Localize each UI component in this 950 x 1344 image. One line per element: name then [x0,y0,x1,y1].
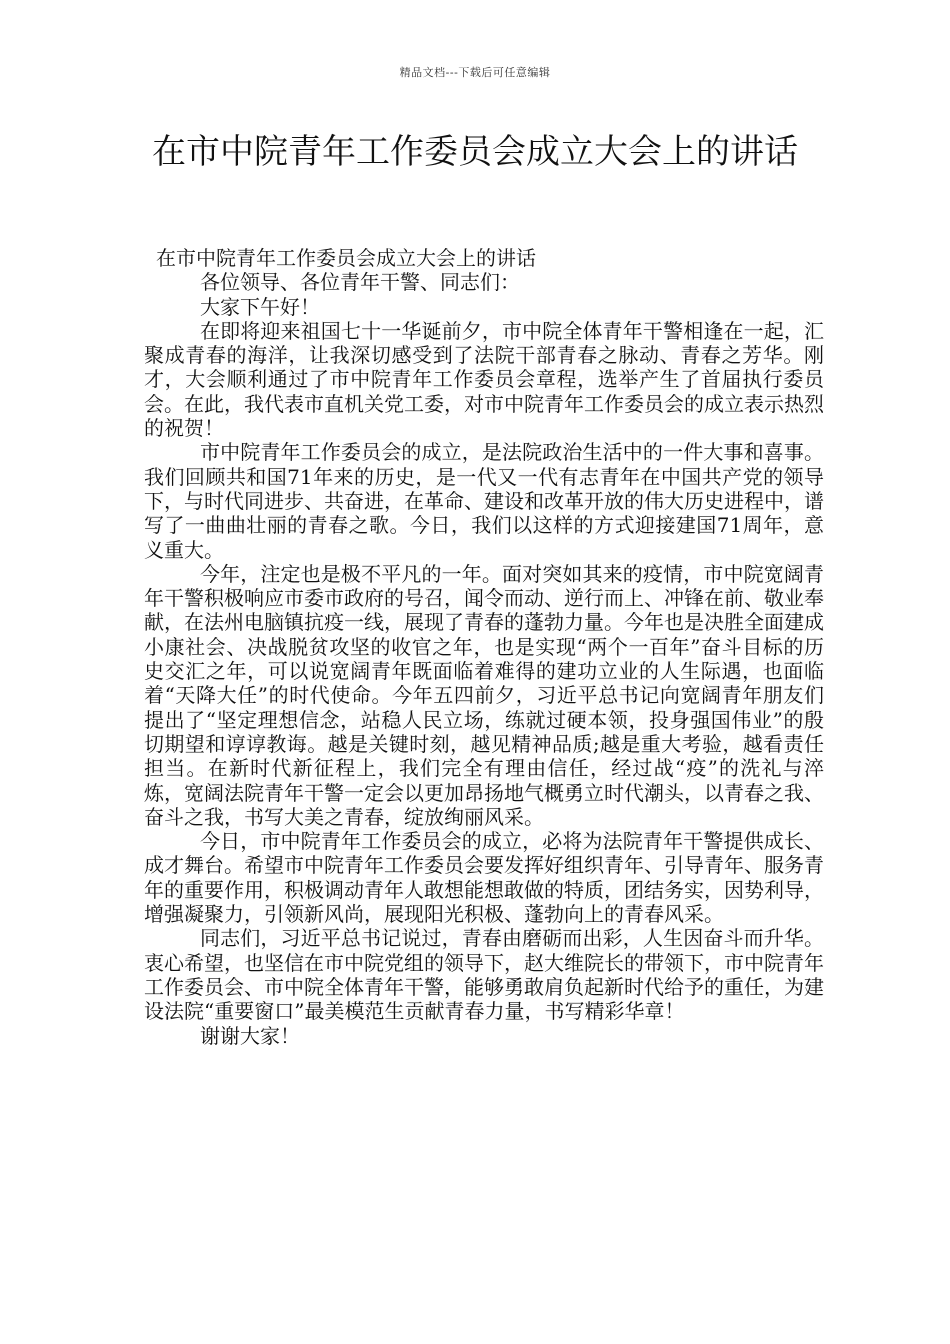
body-paragraph: 今年，注定也是极不平凡的一年。面对突如其来的疫情，市中院宽阔青年干警积极响应市委市政府的号召，闻令而动、逆行而上、冲锋在前、敬业奉献，在法州电脑镇抗疫一线，展现了青春的蓬勃力量。今年也是决胜全面建成小康社会、决战脱贫攻坚的收官之年，也是实现“两个一百年”奋斗目标的历史交汇之年，可以说宽阔青年既面临着难得的建功立业的人生际遇，也面临着“天降大任”的时代使命。今年五四前夕，习近平总书记向宽阔青年朋友们提出了“坚定理想信念，站稳人民立场，练就过硬本领，投身强国伟业”的殷切期望和谆谆教诲。越是关键时刻，越见精神品质;越是重大考验，越看责任担当。在新时代新征程上，我们完全有理由信任，经过战“疫”的洗礼与淬炼，宽阔法院青年干警一定会以更加昂扬地气概勇立时代潮头，以青春之我、奋斗之我，书写大美之青春，绽放绚丽风采。 [144,561,824,829]
body-paragraph: 市中院青年工作委员会的成立，是法院政治生活中的一件大事和喜事。我们回顾共和国71年来的历史，是一代又一代有志青年在中国共产党的领导下，与时代同进步、共奋进，在革命、建设和改革开放的伟大历史进程中，谱写了一曲曲壮丽的青春之歌。今日，我们以这样的方式迎接建国71周年，意义重大。 [144,440,824,562]
body-paragraph: 今日，市中院青年工作委员会的成立，必将为法院青年干警提供成长、成才舞台。希望市中院青年工作委员会要发挥好组织青年、引导青年、服务青年的重要作用，积极调动青年人敢想能想敢做的特质，团结务实，因势利导，增强凝聚力，引领新风尚，展现阳光积极、蓬勃向上的青春风采。 [144,829,824,927]
greeting: 大家下午好！ [200,294,320,319]
document-subtitle: 在市中院青年工作委员会成立大会上的讲话 [156,246,536,270]
salutation: 各位领导、各位青年干警、同志们： [200,270,520,295]
document-body [144,246,824,1048]
body-paragraph: 同志们，习近平总书记说过，青春由磨砺而出彩，人生因奋斗而升华。衷心希望，也坚信在市中院党组的领导下，赵大维院长的带领下，市中院青年工作委员会、市中院全体青年干警，能够勇敢肩负起新时代给予的重任，为建设法院“重要窗口”最美模范生贡献青春力量，书写精彩华章！ [144,926,824,1024]
page-header-note: 精品文档---下载后可任意编辑 [399,66,551,79]
closing-remark: 谢谢大家！ [200,1023,300,1048]
body-paragraph: 在即将迎来祖国七十一华诞前夕，市中院全体青年干警相逢在一起，汇聚成青春的海洋，让我深切感受到了法院干部青春之脉动、青春之芳华。刚才，大会顺利通过了市中院青年工作委员会章程，选举产生了首届执行委员会。在此，我代表市直机关党工委，对市中院青年工作委员会的成立表示热烈的祝贺！ [144,318,824,441]
document-title: 在市中院青年工作委员会成立大会上的讲话 [152,132,798,172]
